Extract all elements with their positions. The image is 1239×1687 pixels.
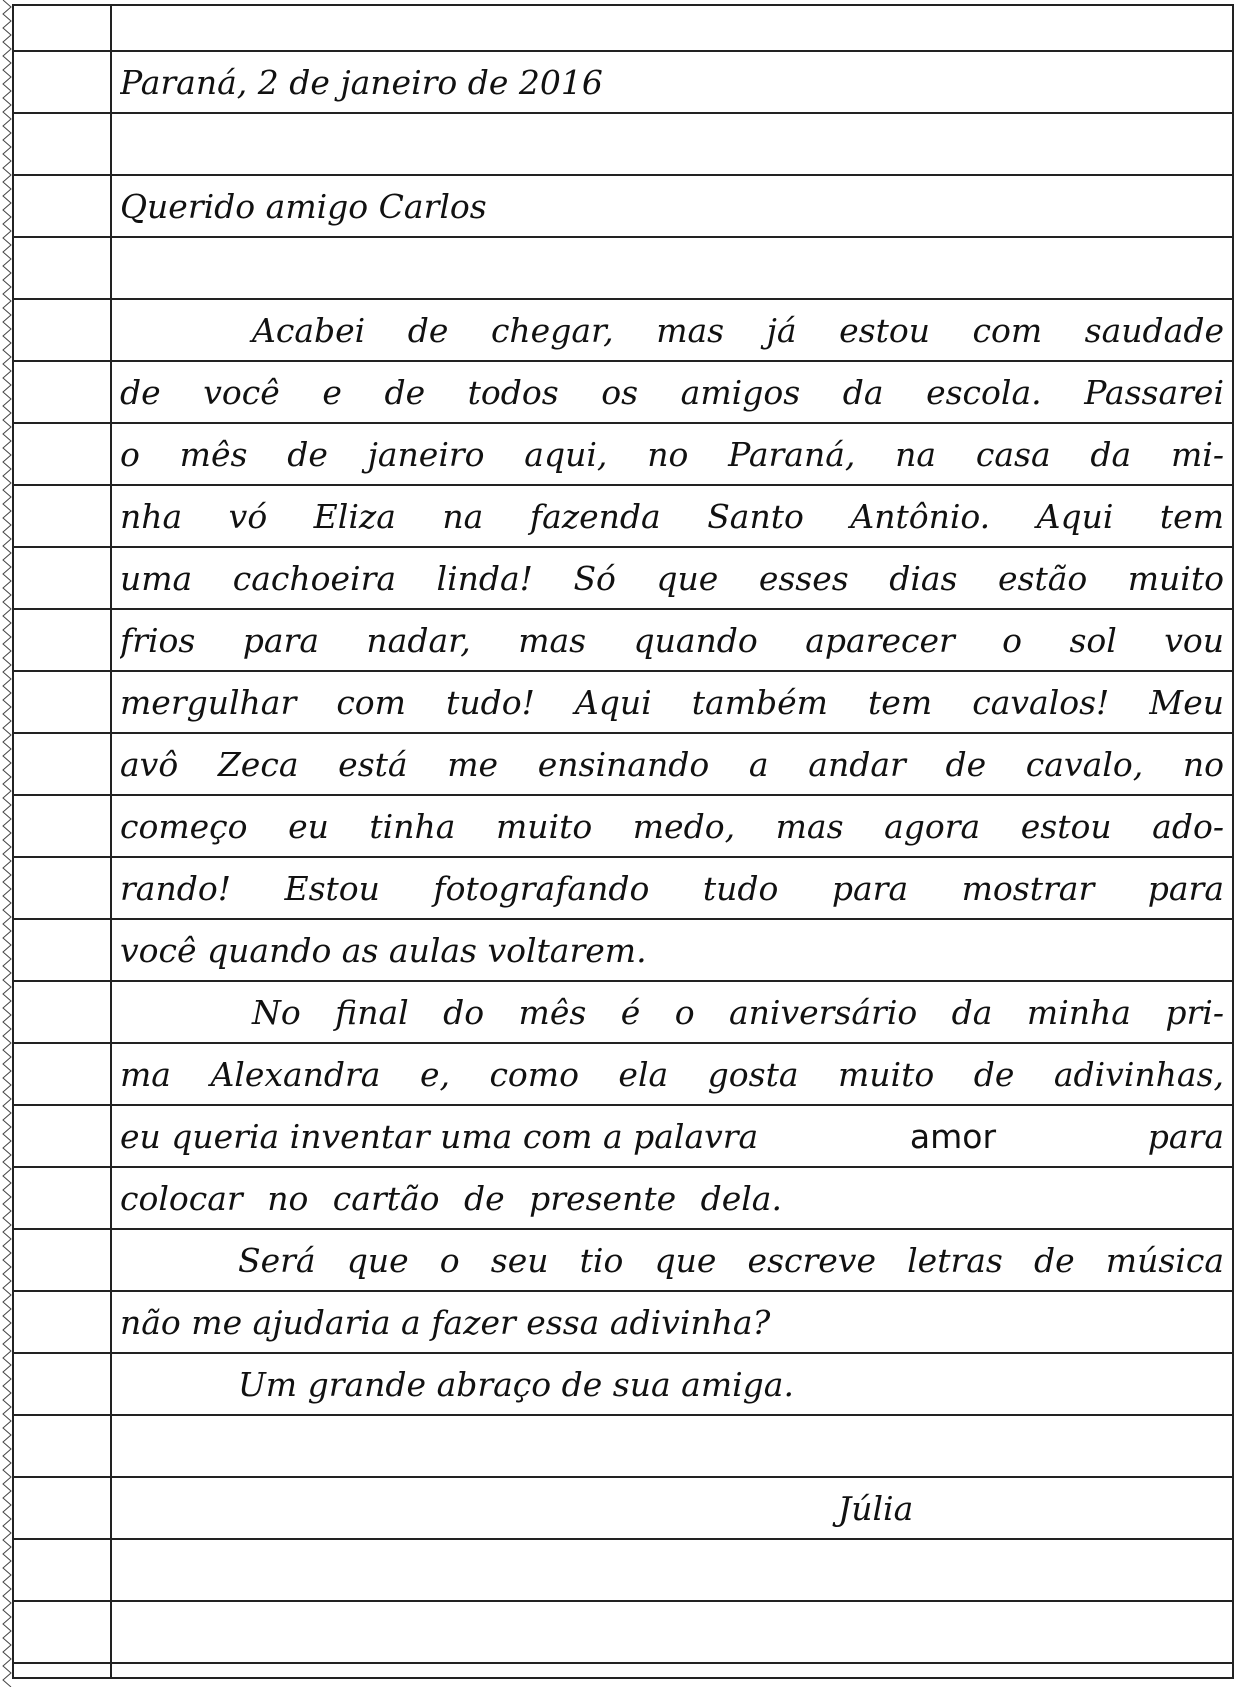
paragraph-line: Será que o seu tio que escreve letras de música xyxy=(238,1241,1224,1280)
paragraph-line: você quando as aulas voltarem. xyxy=(120,931,647,970)
paragraph-line: ma Alexandra e, como ela gosta muito de adivinhas, xyxy=(120,1055,1224,1094)
paragraph-line xyxy=(120,1106,1224,1168)
margin-line xyxy=(110,4,112,1679)
paragraph-line: Acabei de chegar, mas já estou com saudade xyxy=(252,311,1224,350)
signature: Júlia xyxy=(838,1489,914,1528)
greeting: Querido amigo Carlos xyxy=(120,187,487,226)
paragraph-line: começo eu tinha muito medo, mas agora estou ado- xyxy=(120,807,1224,846)
paragraph-line: nha vó Eliza na fazenda Santo Antônio. Aqui tem xyxy=(120,497,1224,536)
paragraph-line: avô Zeca está me ensinando a andar de cavalo, no xyxy=(120,745,1224,784)
paragraph-line: No final do mês é o aniversário da minha pri- xyxy=(252,993,1224,1032)
paragraph-line: o mês de janeiro aqui, no Paraná, na casa da mi- xyxy=(120,435,1224,474)
paragraph-line: de você e de todos os amigos da escola. Passarei xyxy=(120,373,1224,412)
ruled-line xyxy=(12,1600,1234,1602)
closing-line: Um grande abraço de sua amiga. xyxy=(238,1365,794,1404)
paragraph-line: frios para nadar, mas quando aparecer o sol vou xyxy=(120,621,1224,660)
paragraph-line: colocar no cartão de presente dela. xyxy=(120,1179,782,1218)
paragraph-text: para xyxy=(1147,1117,1224,1156)
paragraph-line: não me ajudaria a fazer essa adivinha? xyxy=(120,1303,771,1342)
paragraph-line: uma cachoeira linda! Só que esses dias estão muito xyxy=(120,559,1224,598)
paragraph-text: eu queria inventar uma com a palavra xyxy=(120,1117,759,1156)
emphasized-word: amor xyxy=(909,1117,997,1156)
ruled-line xyxy=(12,1662,1234,1664)
paragraph-line: rando! Estou fotografando tudo para mostrar para xyxy=(120,869,1224,908)
date-line: Paraná, 2 de janeiro de 2016 xyxy=(120,63,603,102)
paragraph-line: mergulhar com tudo! Aqui também tem cavalos! Meu xyxy=(120,683,1224,722)
